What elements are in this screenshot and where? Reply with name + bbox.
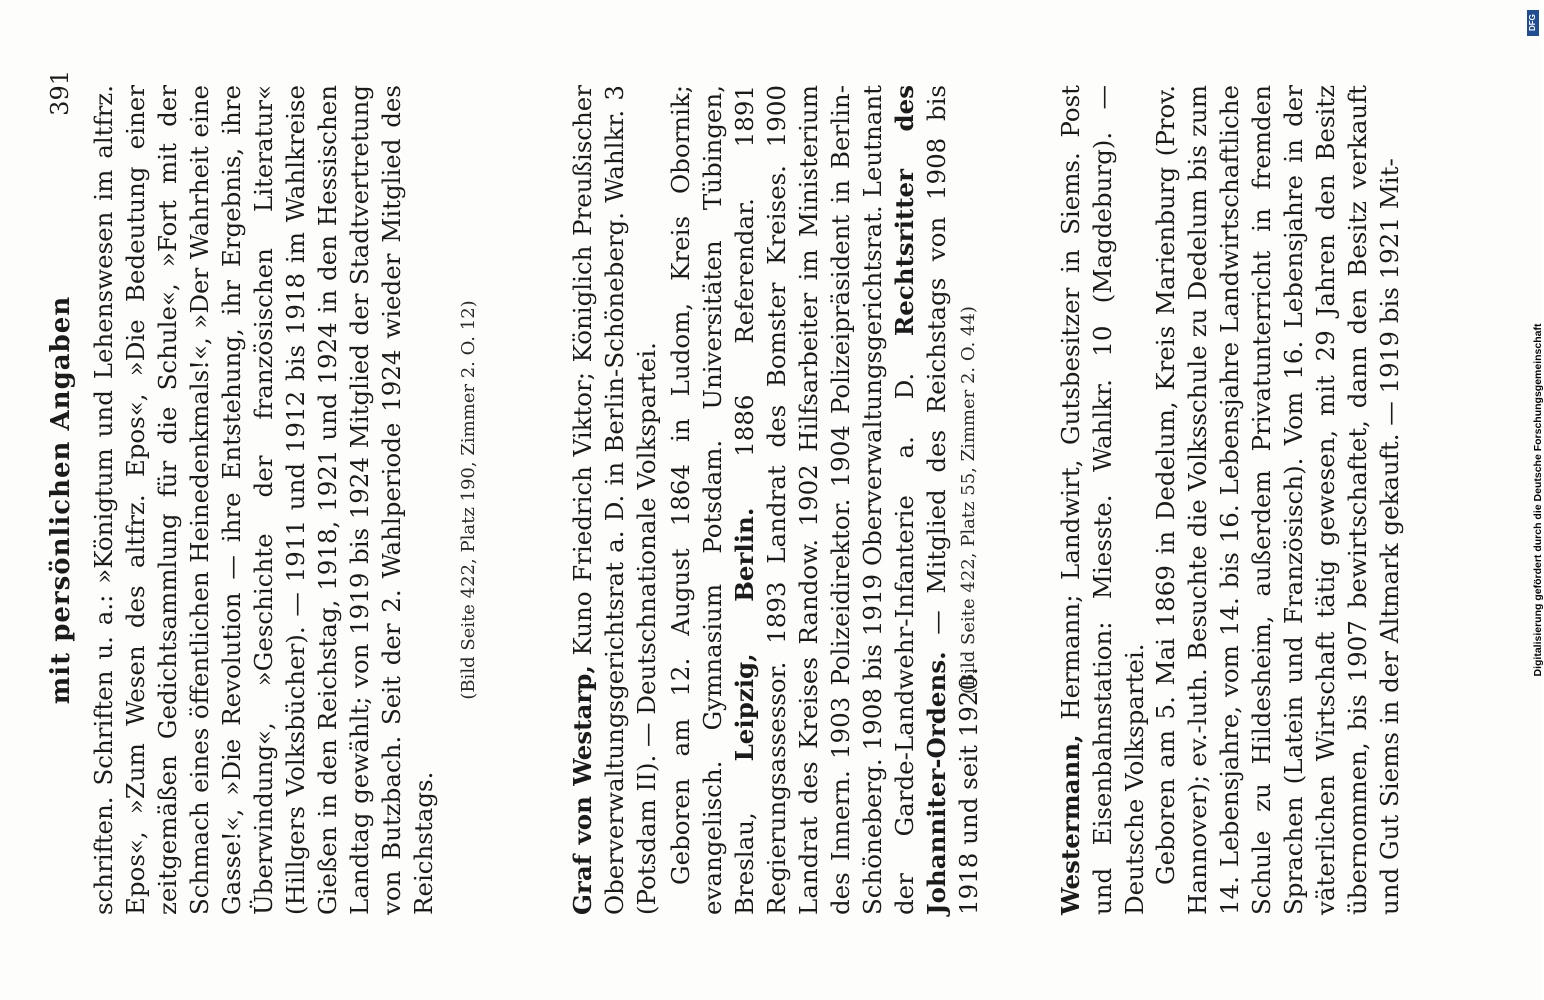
running-title: mit persönlichen Angaben [46,295,76,705]
page-header [46,70,86,930]
entry-intro-text: Kuno Friedrich Viktor; Königlich Preußischer Oberverwaltungsgerichtsrat a. D. in Berlin-Schöneberg. Wahlkr. 3 (Potsdam II). — Deutschnationale Volkspartei. [568,85,661,915]
entry-name: Westermann, [1056,734,1085,915]
dfg-logo: DFG [1527,10,1539,36]
body-text: — Mitglied des Reichstags von 1908 bis 1918 und seit 1920. [922,85,983,915]
entry-caption: (Bild Seite 422, Platz 55, Zimmer 2. O. 44) [958,306,979,694]
entry-westarp-body [665,85,985,915]
entry-name: Graf von Westarp, [568,665,597,915]
body-bold-text: Rechtsritter des Johanniter-Ordens. [890,85,951,915]
entry-westermann-intro [1055,85,1151,915]
page-number: 391 [46,70,74,116]
entry-intro-text: Hermann; Landwirt, Gutsbesitzer in Siems. Post und Eisenbahnstation: Miesste. Wahlkr. 10 (Magdeburg). — Deutsche Volkspartei. [1056,85,1149,915]
entry-westermann-body: Geboren am 5. Mai 1869 in Dedelum, Kreis Marienburg (Prov. Hannover); ev.-luth. Besuchte die Volksschule zu Dedelum bis zum 14. Lebensjahre, vom 14. bis 16. Lebensjahre Landwirtschaftliche Schule zu Hildesheim, außerdem Privatunterricht in fremden Sprachen (Latein und Französisch). Vom 16. Lebensjahre in der väterlichen Wirtschaft tätig gewesen, mit 29 Jahren den Besitz übernommen, bis 1907 bewirtschaftet, dann den Besitz verkauft und Gut Siems in der Altmark gekauft. — 1919 bis 1921 Mit- [1151,85,1404,915]
body-bold-text: Leipzig, Berlin. [730,507,759,762]
entry-continuation-text: schriften. Schriften u. a.: »Königtum und Lehenswesen im altfrz. Epos«, »Zum Wesen des altfrz. Epos«, »Die Bedeutung einer zeitgemäßen Gedichtsammlung für die Schule«, »Fort mit der Schmach eines öffentlichen Heinedenkmals!«, »Der Wahrheit eine Gasse!«, »Die Revolution — ihre Entstehung, ihr Ergebnis, ihre Überwindung«, »Geschichte der französischen Literatur« (Hillgers Volksbücher). — 1911 und 1912 bis 1918 im Wahlkreise Gießen in den Reichstag, 1918, 1921 und 1924 in den Hessischen Landtag gewählt; von 1919 bis 1924 Mitglied der Stadtvertretung von Butzbach. Seit der 2. Wahlperiode 1924 wieder Mitglied des Reichstags. [89,85,438,915]
body-text: Geboren am 12. August 1864 in Ludom, Kreis Obornik; evangelisch. Gymnasium Potsdam. Universitäten Tübingen, Breslau, [666,85,759,915]
body-text: 1886 Referendar. 1891 Regierungsassessor. 1893 Landrat des Bomster Kreises. 1900 Landrat des Kreises Randow. 1902 Hilfsarbeiter im Ministerium des Innern. 1903 Polizeidirektor. 1904 Polizeipräsident in Berlin-Schöneberg. 1908 bis 1919 Oberverwaltungsgerichtsrat. Leutnant der Garde-Landwehr-Infanterie a. D. [730,85,919,915]
entry-westarp-intro [567,85,663,915]
entry-caption: (Bild Seite 422, Platz 190, Zimmer 2. O. 12) [458,300,479,700]
digitization-note [1525,10,1544,990]
digitization-note-text: Digitalisierung gefördert durch die Deutsche Forschungsgemeinschaft [1532,323,1544,677]
